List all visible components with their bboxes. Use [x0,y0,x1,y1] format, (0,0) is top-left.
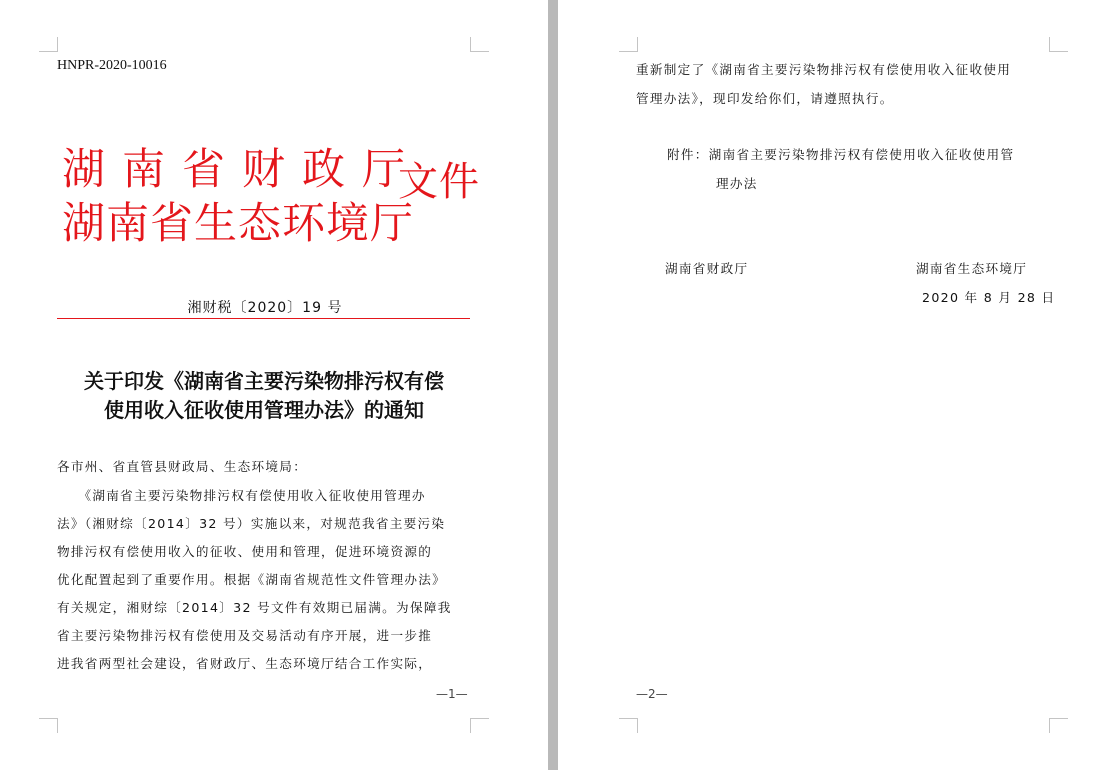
body-line: 管理办法》，现印发给你们，请遵照执行。 [636,91,894,106]
body-line: 重新制定了《湖南省主要污染物排污权有偿使用收入征收使用 [636,62,1012,77]
document-page-1 [0,0,545,770]
red-header-rule [57,318,470,319]
crop-mark-top-left [619,37,638,52]
signature-finance-dept: 湖南省财政厅 [665,261,749,276]
body-line: 优化配置起到了重要作用。根据《湖南省规范性文件管理办法》 [57,572,447,587]
body-line: 物排污权有偿使用收入的征收、使用和管理，促进环境资源的 [57,544,433,559]
document-number: 湘财税〔2020〕19 号 [187,300,343,316]
page-number: —2— [636,687,668,701]
notice-title-line-2: 使用收入征收使用管理办法》的通知 [104,398,424,422]
body-line: 法》（湘财综〔2014〕32 号）实施以来，对规范我省主要污染 [57,516,446,531]
page-gutter [545,0,562,770]
crop-mark-bottom-left [39,718,58,733]
crop-mark-top-left [39,37,58,52]
document-code: HNPR-2020-10016 [57,58,167,73]
body-line: 有关规定，湘财综〔2014〕32 号文件有效期已届满。为保障我 [57,600,452,615]
body-line: 进我省两型社会建设，省财政厅、生态环境厅结合工作实际， [57,656,433,671]
page-number: —1— [436,687,468,701]
attachment-line-2: 理办法 [716,176,758,191]
issue-date: 2020 年 8 月 28 日 [922,290,1056,305]
body-line: 省主要污染物排污权有偿使用及交易活动有序开展，进一步推 [57,628,433,643]
document-page-2 [562,0,1109,770]
notice-title-line-1: 关于印发《湖南省主要污染物排污权有偿 [84,369,444,393]
body-line: 《湖南省主要污染物排污权有偿使用收入征收使用管理办 [57,488,426,503]
crop-mark-top-right [470,37,489,52]
crop-mark-bottom-right [470,718,489,733]
crop-mark-bottom-left [619,718,638,733]
issuing-dept-finance: 湖南省财政厅 [62,145,422,195]
signature-environment-dept: 湖南省生态环境厅 [916,261,1028,276]
document-header-wenjian: 文件 [398,159,480,205]
body-line: 各市州、省直管县财政局、生态环境局： [57,459,308,474]
attachment-line-1: 附件：湖南省主要污染物排污权有偿使用收入征收使用管 [667,147,1015,162]
page-gutter-shadow [548,0,558,770]
crop-mark-top-right [1049,37,1068,52]
issuing-dept-environment: 湖南省生态环境厅 [62,199,414,249]
crop-mark-bottom-right [1049,718,1068,733]
